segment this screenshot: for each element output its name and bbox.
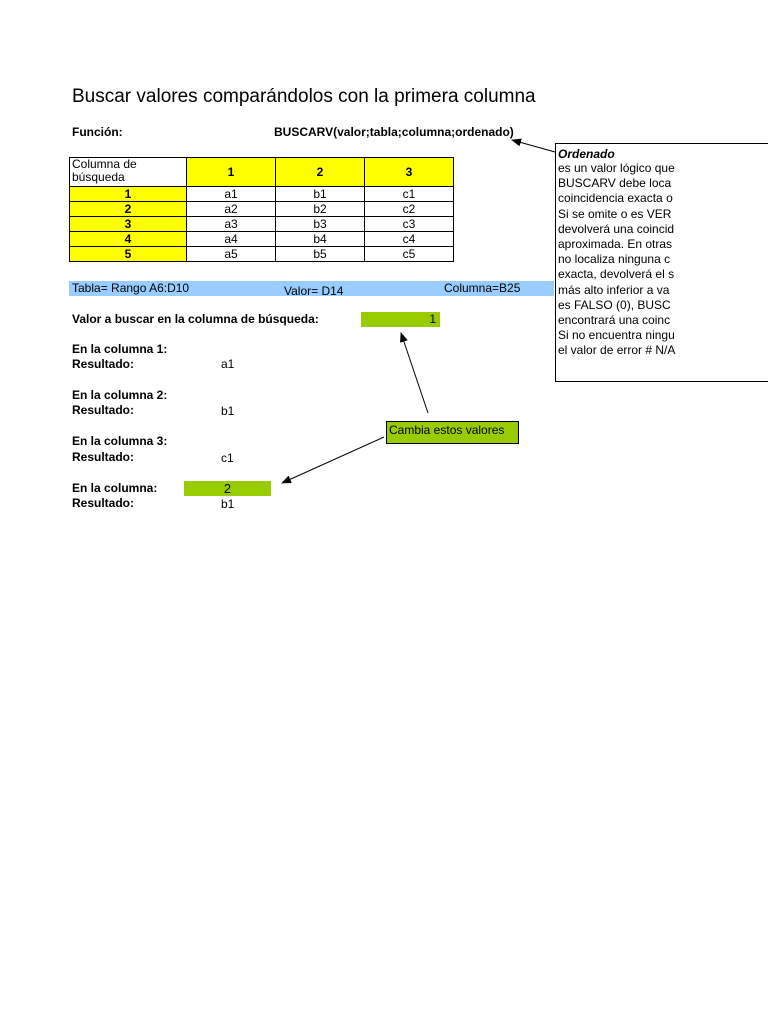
- table-cell[interactable]: c4: [365, 232, 454, 247]
- range-tabla-text: Tabla= Rango A6:D10: [72, 281, 190, 295]
- note-line: no localiza ninguna c: [558, 252, 671, 267]
- note-line: más alto inferior a va: [558, 282, 670, 297]
- table-cell[interactable]: a5: [187, 247, 276, 262]
- custom-column-label: En la columna:: [72, 481, 158, 495]
- search-arrow: [401, 333, 428, 413]
- note-line: es un valor lógico que: [558, 161, 675, 175]
- table-cell[interactable]: a2: [187, 202, 276, 217]
- note-line: aproximada. En otras: [558, 237, 673, 252]
- note-line: Si se omite o es VER: [558, 206, 672, 221]
- column-3-label: En la columna 3:: [72, 434, 168, 448]
- table-cell[interactable]: b5: [276, 247, 365, 262]
- custom-result-label: Resultado:: [72, 496, 135, 510]
- function-formula: BUSCARV(valor;tabla;columna;ordenado): [274, 125, 514, 139]
- header-search-column[interactable]: Columna de búsqueda: [70, 158, 187, 187]
- row-key[interactable]: 4: [70, 232, 187, 247]
- result-3-label: Resultado:: [72, 450, 135, 464]
- table-cell[interactable]: a4: [187, 232, 276, 247]
- column-2-label: En la columna 2:: [72, 388, 168, 402]
- row-key[interactable]: 3: [70, 217, 187, 232]
- note-arrow: [512, 140, 555, 152]
- result-1-value[interactable]: a1: [221, 357, 235, 371]
- table-cell[interactable]: a1: [187, 187, 276, 202]
- table-cell[interactable]: c5: [365, 247, 454, 262]
- custom-column-input[interactable]: 2: [184, 481, 271, 496]
- column-1-label: En la columna 1:: [72, 342, 168, 356]
- note-line: coincidencia exacta o: [558, 191, 673, 206]
- header-col-1[interactable]: 1: [187, 158, 276, 187]
- page-title: Buscar valores comparándolos con la primera columna: [72, 86, 536, 107]
- table-cell[interactable]: c1: [365, 187, 454, 202]
- custom-arrow: [282, 437, 384, 483]
- range-valor-text: Valor= D14: [284, 284, 344, 298]
- result-2-label: Resultado:: [72, 403, 135, 417]
- function-label: Función:: [72, 125, 123, 139]
- table-cell[interactable]: a3: [187, 217, 276, 232]
- note-line: Si no encuentra ningu: [558, 328, 675, 343]
- table-cell[interactable]: c3: [365, 217, 454, 232]
- search-value-input[interactable]: 1: [361, 312, 440, 327]
- note-line: BUSCARV debe loca: [558, 176, 672, 191]
- change-values-callout: Cambia estos valores: [386, 421, 519, 444]
- table-cell[interactable]: c2: [365, 202, 454, 217]
- table-cell[interactable]: b4: [276, 232, 365, 247]
- note-line: es FALSO (0), BUSC: [558, 297, 671, 312]
- row-key[interactable]: 1: [70, 187, 187, 202]
- search-value-label: Valor a buscar en la columna de búsqueda:: [72, 312, 319, 326]
- note-line: devolverá una coincid: [558, 221, 675, 236]
- header-col-3[interactable]: 3: [365, 158, 454, 187]
- note-line: el valor de error # N/A: [558, 343, 676, 358]
- row-key[interactable]: 2: [70, 202, 187, 217]
- table-cell[interactable]: b3: [276, 217, 365, 232]
- table-cell[interactable]: b1: [276, 187, 365, 202]
- result-2-value[interactable]: b1: [221, 404, 235, 418]
- note-title: Ordenado: [558, 147, 615, 161]
- row-key[interactable]: 5: [70, 247, 187, 262]
- note-line: exacta, devolverá el s: [558, 267, 675, 282]
- custom-result-value[interactable]: b1: [221, 497, 235, 511]
- range-columna-text: Columna=B25: [444, 281, 521, 295]
- result-3-value[interactable]: c1: [221, 451, 234, 465]
- note-line: encontrará una coinc: [558, 313, 671, 328]
- result-1-label: Resultado:: [72, 357, 135, 371]
- header-col-2[interactable]: 2: [276, 158, 365, 187]
- table-cell[interactable]: b2: [276, 202, 365, 217]
